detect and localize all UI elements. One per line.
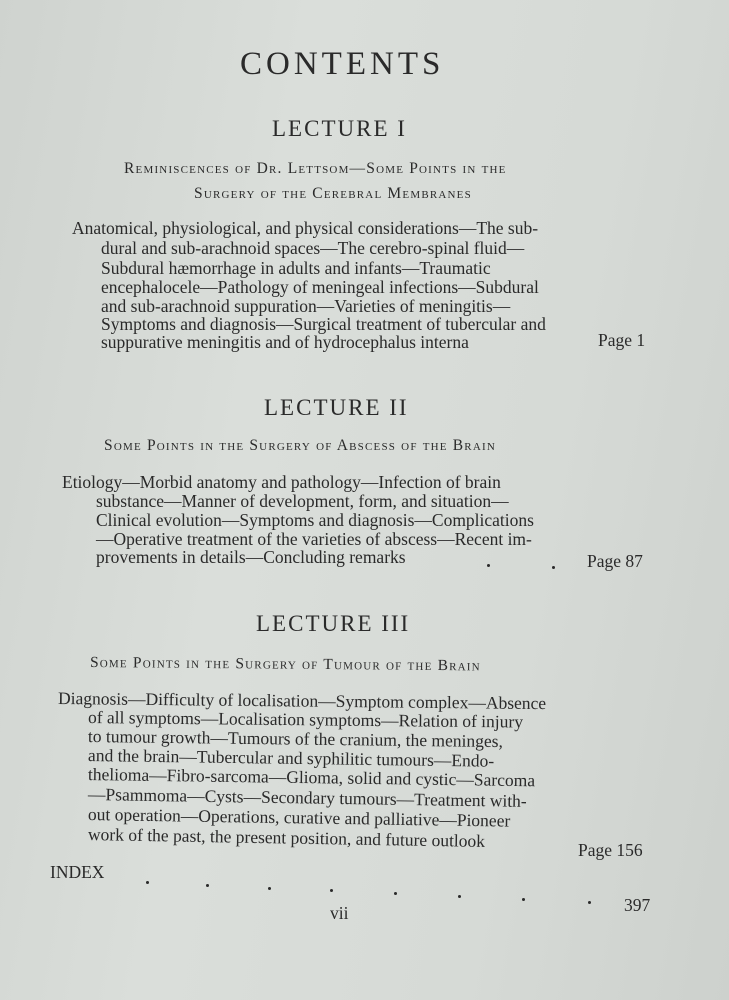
lecture-3-page-ref: Page 156 bbox=[578, 840, 643, 860]
index-label: INDEX bbox=[50, 862, 105, 882]
lecture-1-body-line: dural and sub-arachnoid spaces—The cerebro-spinal fluid— bbox=[101, 238, 525, 258]
leader-dot bbox=[487, 564, 490, 567]
leader-dot bbox=[588, 901, 591, 904]
leader-dot bbox=[268, 887, 271, 890]
lecture-2-body-line: Clinical evolution—Symptoms and diagnosis—Complications bbox=[96, 510, 534, 530]
lecture-2-body-line: provements in details—Concluding remarks bbox=[96, 547, 406, 567]
lecture-1-body-line: encephalocele—Pathology of meningeal infections—Subdural bbox=[101, 277, 539, 297]
lecture-1-page-ref: Page 1 bbox=[598, 330, 646, 350]
page-title: CONTENTS bbox=[240, 46, 445, 82]
lecture-1-body-line: suppurative meningitis and of hydrocephalus interna bbox=[101, 332, 469, 352]
leader-dot bbox=[206, 884, 209, 887]
leader-dot bbox=[458, 895, 461, 898]
lecture-1-subtitle-line: Surgery of the Cerebral Membranes bbox=[194, 185, 472, 202]
leader-dot bbox=[146, 881, 149, 884]
lecture-3-body-line: to tumour growth—Tumours of the cranium, the meninges, bbox=[87, 726, 504, 752]
leader-dot bbox=[552, 566, 555, 569]
lecture-2-page-ref: Page 87 bbox=[587, 551, 643, 571]
lecture-3-subtitle-line: Some Points in the Surgery of Tumour of the Brain bbox=[89, 654, 481, 675]
lecture-3-body-line: of all symptoms—Localisation symptoms—Relation of injury bbox=[87, 707, 524, 732]
lecture-3-body-line: work of the past, the present position, and future outlook bbox=[87, 824, 486, 851]
lecture-1-body-line: Anatomical, physiological, and physical considerations—The sub- bbox=[72, 218, 539, 238]
leader-dot bbox=[522, 898, 525, 901]
lecture-2-body-line: substance—Manner of development, form, and situation— bbox=[96, 491, 509, 511]
lecture-1-heading: LECTURE I bbox=[272, 116, 407, 141]
lecture-1-subtitle-line: Reminiscences of Dr. Lettsom—Some Points in the bbox=[124, 160, 507, 177]
lecture-1-body-line: Symptoms and diagnosis—Surgical treatment of tubercular and bbox=[101, 314, 546, 334]
lecture-2-body-line: Etiology—Morbid anatomy and pathology—Infection of brain bbox=[62, 472, 501, 492]
lecture-3-body-line: and the brain—Tubercular and syphilitic tumours—Endo- bbox=[87, 745, 495, 771]
lecture-1-body-line: and sub-arachnoid suppuration—Varieties of meningitis— bbox=[101, 296, 511, 316]
lecture-3-body-line: —Psammoma—Cysts—Secondary tumours—Treatment with- bbox=[87, 784, 527, 811]
lecture-2-subtitle-line: Some Points in the Surgery of Abscess of the Brain bbox=[104, 437, 496, 454]
lecture-3-body-line: thelioma—Fibro-sarcoma—Glioma, solid and cystic—Sarcoma bbox=[87, 764, 536, 791]
lecture-2-body-line: —Operative treatment of the varieties of abscess—Recent im- bbox=[96, 529, 532, 549]
leader-dot bbox=[394, 892, 397, 895]
page-folio: vii bbox=[330, 903, 349, 923]
lecture-2-heading: LECTURE II bbox=[264, 395, 409, 420]
lecture-3-body-line: out operation—Operations, curative and palliative—Pioneer bbox=[87, 804, 511, 831]
lecture-3-body-line: Diagnosis—Difficulty of localisation—Symptom complex—Absence bbox=[57, 688, 547, 714]
lecture-1-body-line: Subdural hæmorrhage in adults and infants—Traumatic bbox=[101, 258, 491, 278]
index-page-ref: 397 bbox=[624, 895, 651, 915]
lecture-3-heading: LECTURE III bbox=[256, 611, 411, 636]
leader-dot bbox=[330, 889, 333, 892]
